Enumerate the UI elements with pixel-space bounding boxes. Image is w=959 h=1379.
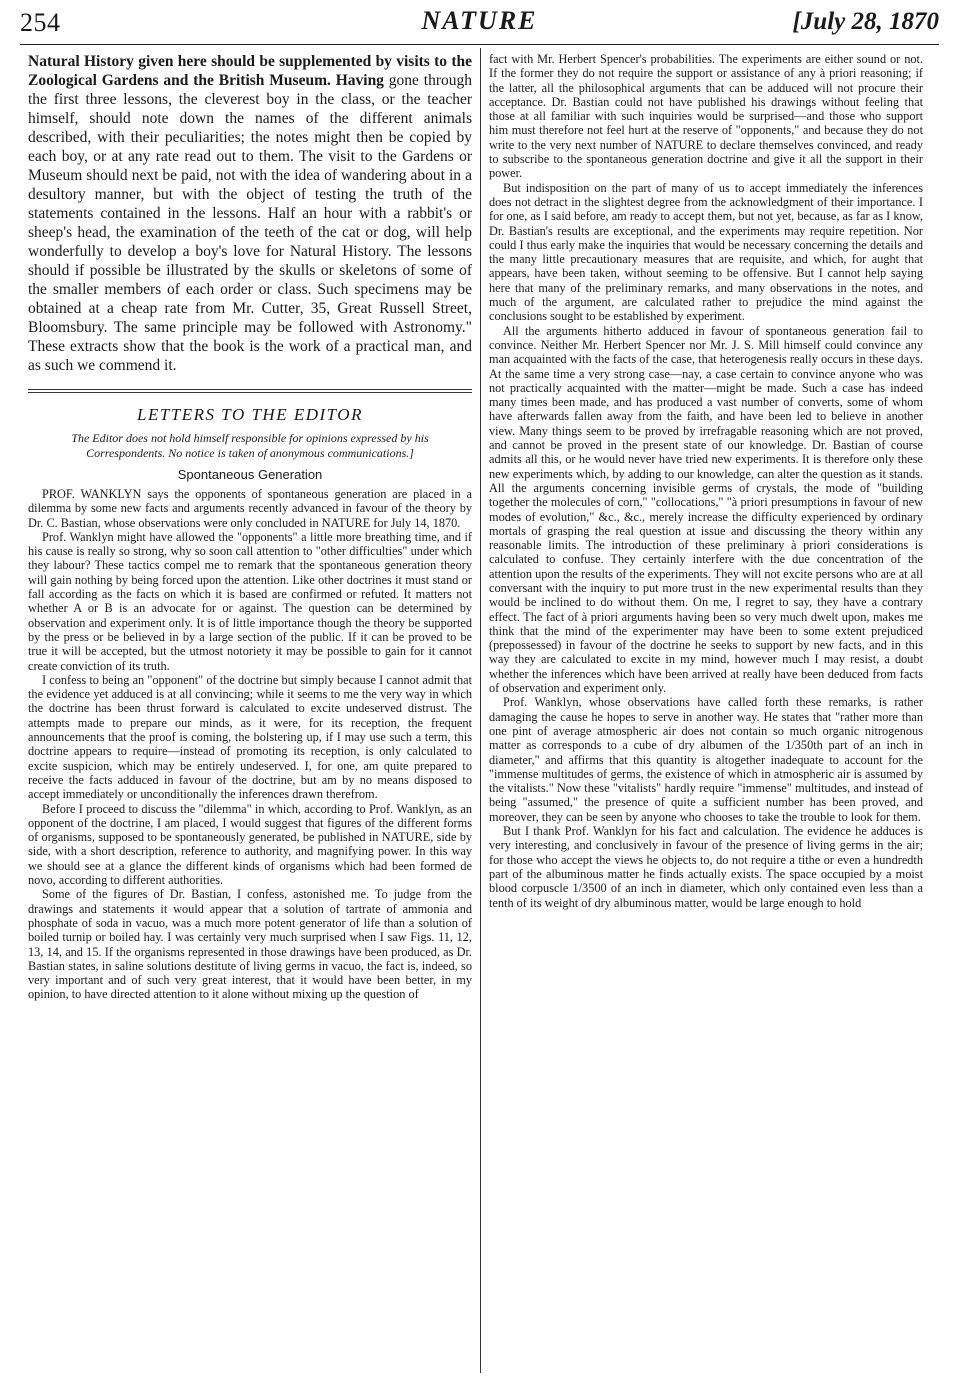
letter-paragraph: But I thank Prof. Wanklyn for his fact and calculation. The evidence he adduces is very interesting, and conclusively in favour of the presence of living germs in the air; for those who accept the views he objects to, do not require a tithe or even a hundredth part of the albuminous matter he finds actually exists. The space occupied by a moist blood corpuscle 1/3500 of an inch in diameter, which only contained even less than a tenth of its weight of dry albuminous matter, would be large enough to hold (489, 824, 923, 910)
letter-paragraph: PROF. WANKLYN says the opponents of spontaneous generation are placed in a dilemma by some new facts and arguments recently advanced in favour of the theory by Dr. C. Bastian, whose observations were only concluded in NATURE for July 14, 1870. (28, 487, 472, 530)
letter-paragraph: Some of the figures of Dr. Bastian, I confess, astonished me. To judge from the drawings and statements it would appear that a solution of tartrate of ammonia and phosphate of soda in vacuo, was a much more potent generator of life than a solution of boiled turnip or boiled hay. I was certainly very much surprised when I saw Figs. 11, 12, 13, 14, and 15. If the organisms represented in those drawings have been produced, as Dr. Bastian states, in saline solutions destitute of living germs in vacuo, the fact is, indeed, so very important and of such very great interest, that it would have been better, in my opinion, to have directed attention to it alone without mixing up the question of (28, 887, 472, 1002)
letter-paragraph: fact with Mr. Herbert Spencer's probabilities. The experiments are either sound or not. If the former they do not require the support or assistance of any à priori reasoning; if the latter, all the philosophical arguments that can be adduced will not procure their acceptance. Dr. Bastian could not have published his drawings without feeling that those at all familiar with such inquiries would be surprised—and those who support him must therefore not feel hurt at the reserve of "opponents," and because they do not write to the very next number of NATURE to declare themselves convinced, and ready to subscribe to the spontaneous generation doctrine and give it all the support in their power. (489, 52, 923, 181)
left-column (28, 52, 472, 1002)
journal-title: NATURE (421, 6, 538, 35)
review-conclusion (28, 52, 472, 375)
section-title: LETTERS TO THE EDITOR (137, 405, 363, 424)
letter-paragraph: I confess to being an "opponent" of the doctrine but simply because I cannot admit that the evidence yet adduced is at all convincing; while it seems to me the very way in which the doctrine has been thrust forward is calculated to excite undeserved distrust. The attempts made to prepare our minds, as it were, for its reception, the frequent announcements that the proof is coming, the bolstering up, if I may use such a term, this doctrine appears to require—instead of promoting its reception, is only calculated to excite suspicion, which may be entirely undeserved. I, for one, am quite prepared to receive the facts adduced in favour of the doctrine, but am by no means disposed to accept immediately or unconditionally the inferences drawn therefrom. (28, 672, 472, 802)
page-header (20, 4, 939, 45)
right-column (489, 52, 923, 910)
letter-paragraph: Prof. Wanklyn, whose observations have called forth these remarks, is rather damaging the cause he hopes to serve in another way. He states that "rather more than one pint of average atmospheric air does not contain so much organic nitrogenous matter as corresponds to a cube of dry albumen of the 1/350th part of an inch in diameter," and affirms that this quantity is altogether inadequate to account for the "immense multitudes of germs, the existence of which in atmospheric air is assumed by the vitalists." Now these "vitalists" hardly require "immense" multitudes, and instead of being "assumed," the presence of quite a sufficient number has been proved, and moreover, they can be seen by anyone who chooses to take the trouble to look for them. (489, 695, 923, 824)
letter-paragraph: Before I proceed to discuss the "dilemma" in which, according to Prof. Wanklyn, as an opponent of the doctrine, I am placed, I would suggest that figures of the different forms of organisms, supposed to be spontaneously generated, be published in NATURE, side by side, with a short description, reference to authority, and magnifying power. In this way we should see at a glance the different kinds of organisms which had been formed de novo, according to different authorities. (28, 801, 472, 888)
letter-paragraph: All the arguments hitherto adduced in favour of spontaneous generation fail to convince. Neither Mr. Herbert Spencer nor Mr. J. S. Mill himself could convince any man acquainted with the facts of the case, that heterogenesis really occurs in these days. At the same time a very strong case—nay, a case certain to convince anyone who was not practically acquainted with the matter—might be made. Such a case has indeed many times been made, and has produced a vast number of converts, some of whom have afterwards fallen away from the faith, and have been led to believe in another view. Many things seem to be proved by irrefragable reasoning which are not proved, and cannot be proved in the present state of our knowledge. Dr. Bastian of course admits all this, or he would never have tried new experiments. It is therefore only these new experiments which, by adding to our knowledge, can alter the question as it stands. All the arguments concerning invisible germs of crystals, the mode of "building together the molecules of corn," "collocations," "à priori presumptions in favour of new modes of evolution," &c., &c., merely increase the difficulty experienced by ordinary mortals of grasping the real question at issue and discussing the theory within any reasonable limits. The introduction of these preliminary à priori considerations is calculated to confuse. They certainly interfere with the due concentration of the attention upon the results of the experiments. They will not excite persons who are at all conversant with the inquiry to put more trust in the new experimental results than they would be inclined to do without them. On me, I regret to say, they have a contrary effect. The fact of à priori arguments having been so very much dwelt upon, makes me think that the mind of the experimenter may have been to some extent prejudiced (prepossessed) in favour of the doctrine he seeks to support by new facts, and in this way they are calculated to excite in my mind, however much I may resist, a doubt whether the inferences which have been arrived at really have been deduced from facts of observation and experiment only. (489, 323, 923, 696)
review-lead-bold: Natural History given here should be supplemented by visits to the Zoological Gardens and the British Museum. Having (28, 53, 472, 89)
letter-heading: Spontaneous Generation (177, 467, 323, 482)
letter-paragraph: Prof. Wanklyn might have allowed the "opponents" a little more breathing time, and if his cause is really so strong, why so soon call attention to "other difficulties" under which they labour? These tactics compel me to remark that the spontaneous generation theory will gain nothing by being forced upon the attention. Like other doctrines it must stand or fall according as the facts on which it is based are confirmed or refuted. It matters not whether A or B is an advocate for or against. The question can be determined by observation and experiment only. It is of little importance though the theory be supported by the press or be believed in by a large section of the public. If it can be proved to be true it will be accepted, but the utmost notoriety it may be possible to gain for it cannot create conviction of its truth. (28, 529, 472, 673)
editor-note: The Editor does not hold himself responsible for opinions expressed by his Correspondents. No notice is taken of anonymous communications.] (71, 431, 429, 460)
section-divider (28, 389, 472, 393)
page-number: 254 (20, 8, 61, 37)
column-divider (480, 48, 481, 1373)
letter-paragraph: But indisposition on the part of many of us to accept immediately the inferences does not detract in the slightest degree from the acknowledgment of their importance. I for one, as I said before, am ready to accept them, but not yet, because, as far as I know, Dr. Bastian's results are exceptional, and the experiments may require repetition. Nor could I thus early make the inquiries that would be necessary concerning the details and the many little precautionary measures that are requisite, and which, for aught that appears, have been taken, without seeming to be offensive. But I cannot help saying here that many of the preliminary remarks, and many observations in the notes, and much of the argument, are calculated rather to prejudice the mind against the conclusions sought to be established by experiment. (489, 180, 923, 324)
issue-date: [July 28, 1870 (792, 8, 939, 35)
review-lead-text: gone through the first three lessons, the cleverest boy in the class, or the teacher himself, should note down the names of the different animals described, with their peculiarities; the notes might then be copied by each boy, or at any rate read out to them. The visit to the Gardens or Museum should next be paid, not with the idea of wandering about in a desultory manner, but with the object of testing the truth of the statements contained in the lessons. Half an hour with a rabbit's or sheep's head, the examination of the teeth of the cat or dog, will help wonderfully to develop a boy's love for Natural History. The lessons should if possible be illustrated by the skulls or skeletons of some of the smaller members of each order or class. Such specimens may be obtained at a cheap rate from Mr. Cutter, 35, Great Russell Street, Bloomsbury. The same principle may be followed with Astronomy." These extracts show that the book is the work of a practical man, and as such we commend it. (28, 72, 472, 374)
